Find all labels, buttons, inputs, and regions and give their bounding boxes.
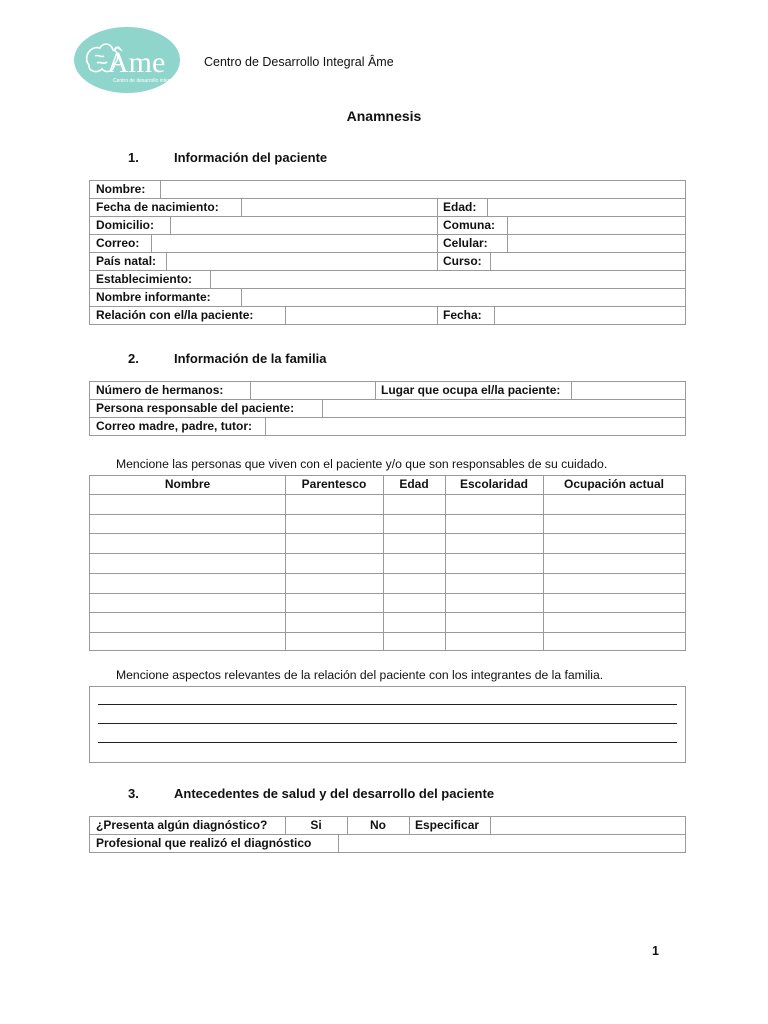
row-fecha-nacimiento bbox=[90, 199, 685, 217]
label-profesional: Profesional que realizó el diagnóstico bbox=[96, 836, 312, 850]
row-nombre-informante bbox=[90, 289, 685, 307]
document-title: Anamnesis bbox=[346, 108, 422, 124]
input-fecha-nacimiento[interactable] bbox=[241, 199, 437, 216]
label-nombre-informante: Nombre informante: bbox=[96, 290, 211, 304]
household-row[interactable] bbox=[90, 612, 685, 633]
label-establecimiento: Establecimiento: bbox=[96, 272, 193, 286]
input-numero-hermanos[interactable] bbox=[250, 382, 375, 399]
writing-line bbox=[98, 704, 677, 705]
section2-title: Información de la familia bbox=[174, 351, 327, 366]
household-row[interactable] bbox=[90, 553, 685, 574]
input-correo[interactable] bbox=[151, 235, 437, 252]
label-persona-responsable: Persona responsable del paciente: bbox=[96, 401, 295, 415]
section3-number: 3. bbox=[128, 786, 139, 801]
household-row[interactable] bbox=[90, 632, 685, 653]
input-establecimiento[interactable] bbox=[210, 271, 685, 288]
col-header-edad: Edad bbox=[399, 477, 429, 491]
label-especificar: Especificar bbox=[415, 818, 480, 832]
household-instruction: Mencione las personas que viven con el paciente y/o que son responsables de su cuidado. bbox=[116, 457, 608, 471]
organization-name: Centro de Desarrollo Integral Âme bbox=[204, 55, 394, 69]
label-relacion: Relación con el/la paciente: bbox=[96, 308, 254, 322]
label-celular: Celular: bbox=[443, 236, 488, 250]
label-comuna: Comuna: bbox=[443, 218, 495, 232]
input-nombre[interactable] bbox=[160, 181, 685, 198]
input-profesional[interactable] bbox=[338, 835, 685, 853]
input-lugar-ocupa[interactable] bbox=[571, 382, 685, 399]
label-domicilio: Domicilio: bbox=[96, 218, 155, 232]
row-hermanos bbox=[90, 382, 685, 400]
center-logo bbox=[73, 26, 181, 94]
section3-title: Antecedentes de salud y del desarrollo del paciente bbox=[174, 786, 495, 801]
household-row[interactable] bbox=[90, 573, 685, 594]
option-si[interactable]: Si bbox=[310, 818, 322, 832]
input-correo-tutor[interactable] bbox=[265, 418, 685, 436]
writing-line bbox=[98, 742, 677, 743]
row-profesional bbox=[90, 835, 685, 853]
household-row[interactable] bbox=[90, 514, 685, 535]
relations-textbox[interactable] bbox=[89, 686, 686, 763]
household-row[interactable] bbox=[90, 494, 685, 515]
household-row[interactable] bbox=[90, 533, 685, 554]
patient-info-table bbox=[89, 180, 686, 325]
label-nombre: Nombre: bbox=[96, 182, 146, 196]
row-correo-tutor bbox=[90, 418, 685, 436]
col-header-escolaridad: Escolaridad bbox=[459, 477, 529, 491]
input-fecha[interactable] bbox=[494, 307, 685, 325]
logo-subtext: Centro de desarrollo integral bbox=[113, 78, 177, 84]
row-diagnostico bbox=[90, 817, 685, 835]
svg-text:Âme: Âme bbox=[107, 46, 166, 79]
input-pais-natal[interactable] bbox=[166, 253, 437, 270]
row-correo bbox=[90, 235, 685, 253]
label-edad: Edad: bbox=[443, 200, 477, 214]
label-curso: Curso: bbox=[443, 254, 482, 268]
label-correo: Correo: bbox=[96, 236, 140, 250]
input-persona-responsable[interactable] bbox=[322, 400, 685, 417]
section2-number: 2. bbox=[128, 351, 139, 366]
label-fecha-nacimiento: Fecha de nacimiento: bbox=[96, 200, 219, 214]
input-celular[interactable] bbox=[507, 235, 685, 252]
col-header-parentesco: Parentesco bbox=[301, 477, 367, 491]
household-table bbox=[89, 475, 686, 651]
label-diagnostico: ¿Presenta algún diagnóstico? bbox=[96, 818, 268, 832]
page-number: 1 bbox=[652, 944, 659, 958]
input-especificar[interactable] bbox=[490, 817, 685, 834]
input-edad[interactable] bbox=[487, 199, 685, 216]
input-comuna[interactable] bbox=[507, 217, 685, 234]
label-pais-natal: País natal: bbox=[96, 254, 157, 268]
input-domicilio[interactable] bbox=[170, 217, 437, 234]
health-table bbox=[89, 816, 686, 853]
household-row[interactable] bbox=[90, 593, 685, 614]
writing-line bbox=[98, 723, 677, 724]
label-numero-hermanos: Número de hermanos: bbox=[96, 383, 224, 397]
col-header-ocupacion: Ocupación actual bbox=[563, 477, 665, 491]
label-lugar-ocupa: Lugar que ocupa el/la paciente: bbox=[381, 383, 561, 397]
col-header-nombre: Nombre bbox=[164, 477, 211, 491]
row-pais-natal bbox=[90, 253, 685, 271]
input-nombre-informante[interactable] bbox=[241, 289, 685, 306]
section1-number: 1. bbox=[128, 150, 139, 165]
row-nombre bbox=[90, 181, 685, 199]
row-relacion bbox=[90, 307, 685, 325]
family-info-table bbox=[89, 381, 686, 436]
label-fecha: Fecha: bbox=[443, 308, 482, 322]
row-persona-responsable bbox=[90, 400, 685, 418]
row-establecimiento bbox=[90, 271, 685, 289]
input-curso[interactable] bbox=[490, 253, 685, 270]
logo-graphic bbox=[73, 26, 181, 94]
input-relacion[interactable] bbox=[285, 307, 437, 325]
label-correo-tutor: Correo madre, padre, tutor: bbox=[96, 419, 253, 433]
relations-instruction: Mencione aspectos relevantes de la relación del paciente con los integrantes de la familia. bbox=[116, 668, 604, 682]
option-no[interactable]: No bbox=[370, 818, 386, 832]
section1-title: Información del paciente bbox=[174, 150, 328, 165]
row-domicilio bbox=[90, 217, 685, 235]
